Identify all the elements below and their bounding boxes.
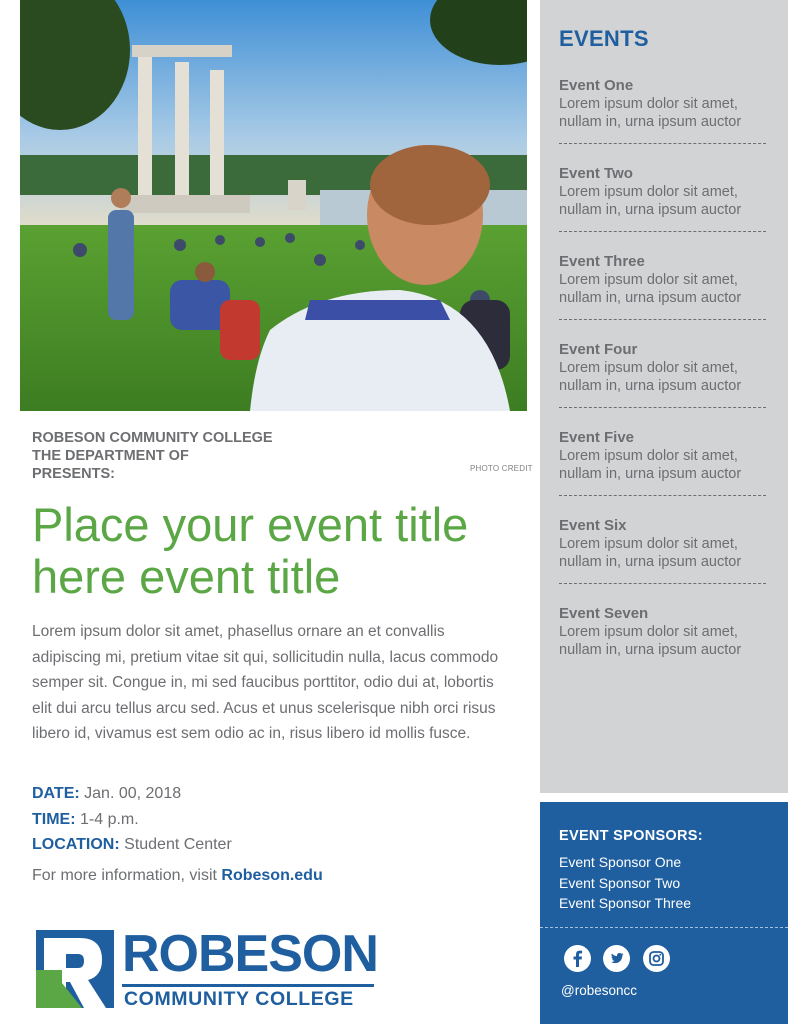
sponsor-item: Event Sponsor One bbox=[559, 854, 682, 870]
event-name: Event One bbox=[559, 77, 634, 94]
event-desc: nullam in, urna ipsum auctor bbox=[559, 554, 742, 570]
event-item bbox=[559, 252, 769, 340]
event-separator bbox=[559, 407, 766, 408]
time-value: 1-4 p.m. bbox=[80, 810, 139, 828]
event-desc: Lorem ipsum dolor sit amet, bbox=[559, 536, 738, 552]
event-item bbox=[559, 164, 769, 252]
event-separator bbox=[559, 319, 766, 320]
sponsor-item: Event Sponsor Three bbox=[559, 895, 692, 911]
event-separator bbox=[559, 231, 766, 232]
location-row bbox=[32, 832, 492, 858]
event-name: Event Seven bbox=[559, 605, 649, 622]
logo-name: ROBESON bbox=[122, 925, 378, 983]
event-separator bbox=[559, 583, 766, 584]
presenter-line: THE DEPARTMENT OF bbox=[32, 448, 189, 464]
website-link[interactable]: Robeson.edu bbox=[221, 867, 323, 884]
event-name: Event Two bbox=[559, 165, 633, 182]
event-desc: nullam in, urna ipsum auctor bbox=[559, 466, 742, 482]
event-photo bbox=[20, 0, 527, 411]
twitter-icon[interactable] bbox=[603, 945, 630, 972]
time-row bbox=[32, 807, 492, 833]
event-desc: nullam in, urna ipsum auctor bbox=[559, 378, 742, 394]
event-name: Event Four bbox=[559, 341, 638, 358]
event-desc: nullam in, urna ipsum auctor bbox=[559, 114, 742, 130]
event-list bbox=[559, 76, 769, 692]
date-row bbox=[32, 781, 492, 807]
event-details bbox=[32, 781, 492, 858]
sponsor-item: Event Sponsor Two bbox=[559, 874, 681, 891]
event-item bbox=[559, 428, 769, 516]
more-info-text: For more information, visit bbox=[32, 867, 217, 884]
logo-rule bbox=[122, 984, 374, 987]
event-item bbox=[559, 340, 769, 428]
events-sidebar bbox=[540, 0, 788, 793]
date-label: DATE: bbox=[32, 785, 80, 802]
event-desc: nullam in, urna ipsum auctor bbox=[559, 202, 742, 218]
event-item bbox=[559, 76, 769, 164]
location-value: Student Center bbox=[124, 836, 232, 853]
event-desc: nullam in, urna ipsum auctor bbox=[559, 290, 742, 306]
sponsors-heading: EVENT SPONSORS: bbox=[559, 828, 703, 844]
sponsor-separator bbox=[540, 927, 788, 928]
event-desc: nullam in, urna ipsum auctor bbox=[559, 642, 742, 658]
event-name: Event Three bbox=[559, 253, 645, 270]
sponsors-panel bbox=[540, 802, 788, 1024]
college-logo bbox=[36, 925, 378, 1010]
more-info bbox=[32, 867, 323, 885]
event-separator bbox=[559, 143, 766, 144]
event-desc: Lorem ipsum dolor sit amet, bbox=[559, 448, 738, 464]
event-item bbox=[559, 604, 769, 692]
events-heading: EVENTS bbox=[559, 26, 649, 51]
location-label: LOCATION: bbox=[32, 836, 120, 853]
presenter-line: ROBESON COMMUNITY COLLEGE bbox=[32, 430, 273, 446]
time-label: TIME: bbox=[32, 810, 76, 828]
photo-credit: PHOTO CREDIT bbox=[470, 464, 533, 473]
presenter-block bbox=[32, 429, 332, 483]
event-desc: Lorem ipsum dolor sit amet, bbox=[559, 184, 738, 200]
event-name: Event Five bbox=[559, 429, 635, 446]
social-handle: @robesoncc bbox=[561, 983, 637, 998]
event-description: Lorem ipsum dolor sit amet, phasellus ornare an et convallis adipiscing mi, pretium vitae sit qui, sollicitudin nulla, lacus commodo semper sit. Congue in, mi sed faucibus porttitor, odio dui at, lobortis elit dui arcu tellus arcu sed. Acus et unus scelerisque nibh orci risus libero id, vivamus est sem odio ac in, risus libero id mollis fusce. bbox=[32, 623, 499, 742]
logo-subtitle: COMMUNITY COLLEGE bbox=[124, 988, 354, 1010]
event-desc: Lorem ipsum dolor sit amet, bbox=[559, 360, 738, 376]
event-desc: Lorem ipsum dolor sit amet, bbox=[559, 96, 738, 112]
event-desc: Lorem ipsum dolor sit amet, bbox=[559, 272, 738, 288]
presenter-line: PRESENTS: bbox=[32, 466, 115, 482]
event-title: Place your event title here event title bbox=[32, 498, 469, 603]
date-value: Jan. 00, 2018 bbox=[84, 785, 182, 802]
facebook-icon[interactable] bbox=[564, 945, 591, 972]
event-name: Event Six bbox=[559, 517, 627, 534]
sponsor-list bbox=[559, 852, 691, 914]
logo-mark-icon bbox=[36, 930, 114, 1008]
event-item bbox=[559, 516, 769, 604]
event-desc: Lorem ipsum dolor sit amet, bbox=[559, 624, 738, 640]
event-separator bbox=[559, 495, 766, 496]
instagram-icon[interactable] bbox=[643, 945, 670, 972]
